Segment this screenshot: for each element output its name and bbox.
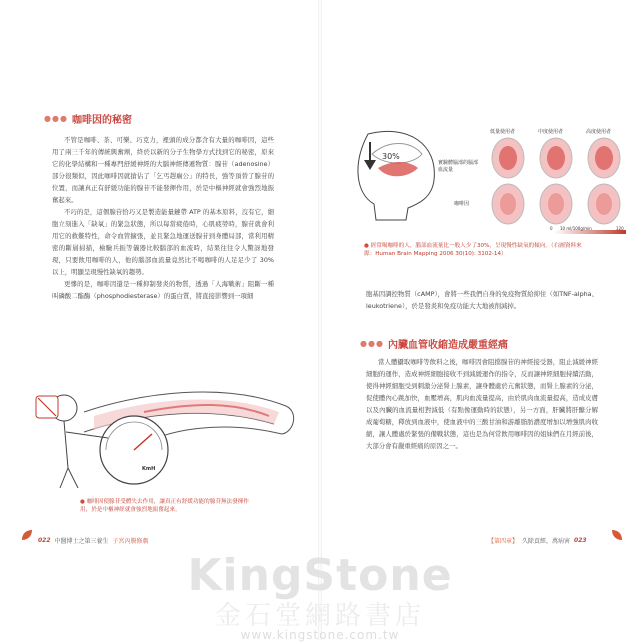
right-intro-text xyxy=(366,288,598,312)
leaf-icon xyxy=(610,528,624,542)
kingstone-watermark xyxy=(0,550,640,642)
caption-dot-icon: ● xyxy=(80,499,87,505)
page-number: 022 xyxy=(38,537,51,544)
head-blood-flow-illustration xyxy=(348,124,444,224)
section-heading-caffeine-secret xyxy=(44,111,132,126)
blood-flow-label: 實驗體腦部的腦部血流量 xyxy=(438,160,479,173)
leaf-icon xyxy=(20,528,34,542)
right-page xyxy=(320,0,640,640)
brain-scan xyxy=(540,184,572,224)
brain-scan xyxy=(492,138,524,178)
gauge-label: KmH xyxy=(142,466,156,472)
reduction-percent: 30% xyxy=(382,152,400,161)
heading-dots-icon: ●●● xyxy=(360,339,384,348)
watermark-url: www.kingstone.com.tw xyxy=(240,628,400,642)
brain-scan xyxy=(588,184,620,224)
col-header-mid: 中度使用者 xyxy=(538,129,564,135)
brain-scan xyxy=(588,138,620,178)
left-body-text xyxy=(52,134,274,302)
paragraph: 胞基因調控物質（cAMP），會將一些我們自身的免疫物質給抑住（如TNF-alpha、leukotriene），於是發炎和免疫功能大大地被削減掉。 xyxy=(366,290,598,310)
col-header-high: 高度使用者 xyxy=(586,129,612,135)
right-caption xyxy=(364,242,584,258)
paragraph: 更慘的是，咖啡因還是一種抑制發炎的物質，透過「人海戰術」阻斷一種叫磷酸二酯酶（phosphodiesterase）的蛋白質，將直接影響到一項細 xyxy=(52,280,274,300)
book-title: 中醫博士之第三養生 xyxy=(54,538,109,545)
left-caption xyxy=(80,498,250,514)
caffeine-label: 咖啡因 xyxy=(454,201,470,207)
brain-scan-grid xyxy=(484,136,632,236)
scale-unit: 10 ml/100g/min xyxy=(560,226,592,231)
caffeine-gauge-illustration xyxy=(24,372,304,490)
page-number: 023 xyxy=(574,537,587,544)
scale-max: 120 xyxy=(616,226,624,231)
paragraph: 不管是咖啡、茶、可樂、巧克力，裡頭的成分都含有大量的咖啡因，這些用了兩三千年的傳統興奮劑，終於以新的分子生物學方式找到它的秘密，原來它的化學結構和一種專門舒緩神經的大腦神經傳遞物質：腺苷（adenosine）部分很類似，因此咖啡因就搶佔了「乞丐趕廟公」的特長，強等頂替了腺苷的位置，而讓真正有舒緩功能的腺苷不能發揮作用，於是中樞神經就會強烈地振奮起來。 xyxy=(52,136,274,204)
watermark-brand: KingStone xyxy=(187,550,453,601)
book-subtitle: 子宮內膜修劇 xyxy=(112,538,149,545)
chapter-label: 【第四章】 xyxy=(488,538,519,545)
scale-min: 0 xyxy=(550,226,553,231)
col-header-low: 低量使用者 xyxy=(490,129,516,135)
section-title: 內臟血管收縮造成嚴重經痛 xyxy=(387,340,508,351)
book-title: 久除貢經，萬病害 xyxy=(522,538,571,545)
brain-scan xyxy=(492,184,524,224)
caption-text: 經常喝咖啡的人，腦部血流量比一般人少了30%，呈現慢性缺氧的傾向。（右圖資料來源：Human Brain Mapping 2006 30(10): 3102-14） xyxy=(364,243,582,257)
section-title: 咖啡因的秘密 xyxy=(71,115,132,126)
caption-text: 咖啡因使腺苷受體失去作用，讓真正有舒緩功能的腺苷無法發揮作用，於是中樞神經就會強烈地振奮起來。 xyxy=(80,499,249,513)
caption-dot-icon: ● xyxy=(364,243,371,249)
left-page xyxy=(0,0,320,640)
paragraph: 不巧的是，這個腺苷恰巧又是製造能量鏈帶 ATP 的基本原料，沒有它，細胞立刻進入「缺氧」的緊急狀態，所以每當疲倦時，心肌疲勞時，腺苷就會利用它的救難特性，命令血管擴張，並且緊急地運送腺苷到身體局部，當利用精密的斷層掃描，檢驗兵振等儀器比較腦部的血流時，結果往往令人驚訝地發現，只要飲用咖啡的人，他的腦部血流量竟然比不喝咖啡的人足足少了 30% 以上，明顯呈現慢性缺氧的趨勢。 xyxy=(52,208,274,276)
section-heading-vessel-constriction xyxy=(360,336,508,351)
heading-dots-icon: ●●● xyxy=(44,114,68,123)
paragraph: 當人體攝取咖啡等飲料之後，咖啡因會阻擋腺苷的神經接受器，阻止減緩神經細胞的運作，造成神經細胞接收不到減緩運作的指令，反而讓神經細胞持續活動，使得神經細胞受到刺激分泌腎上腺素，讓身體處於亢奮狀態，而腎上腺素的分泌，促使體內心跳加快，血壓增高，肌肉血流量提高，由於肌肉血流量提高，造成皮膚以及內臟的血流量相對減低（有點像運動時的狀態），另一方面，肝臟將肝醣分解成葡萄糖，釋放到血液中，使血液中的三酸甘油和游離脂肪濃度增加以增強肌肉收縮，讓人體處於緊張的備戰狀態，這也是為何常飲用咖啡因的姐妹們在月經前後，大部分會有嚴重經痛的原因之一。 xyxy=(366,358,598,450)
brain-scan xyxy=(540,138,572,178)
right-body-text xyxy=(366,356,598,452)
left-footer xyxy=(38,536,149,545)
right-footer xyxy=(488,536,587,545)
watermark-cn: 金石堂網路書店 xyxy=(214,601,425,631)
